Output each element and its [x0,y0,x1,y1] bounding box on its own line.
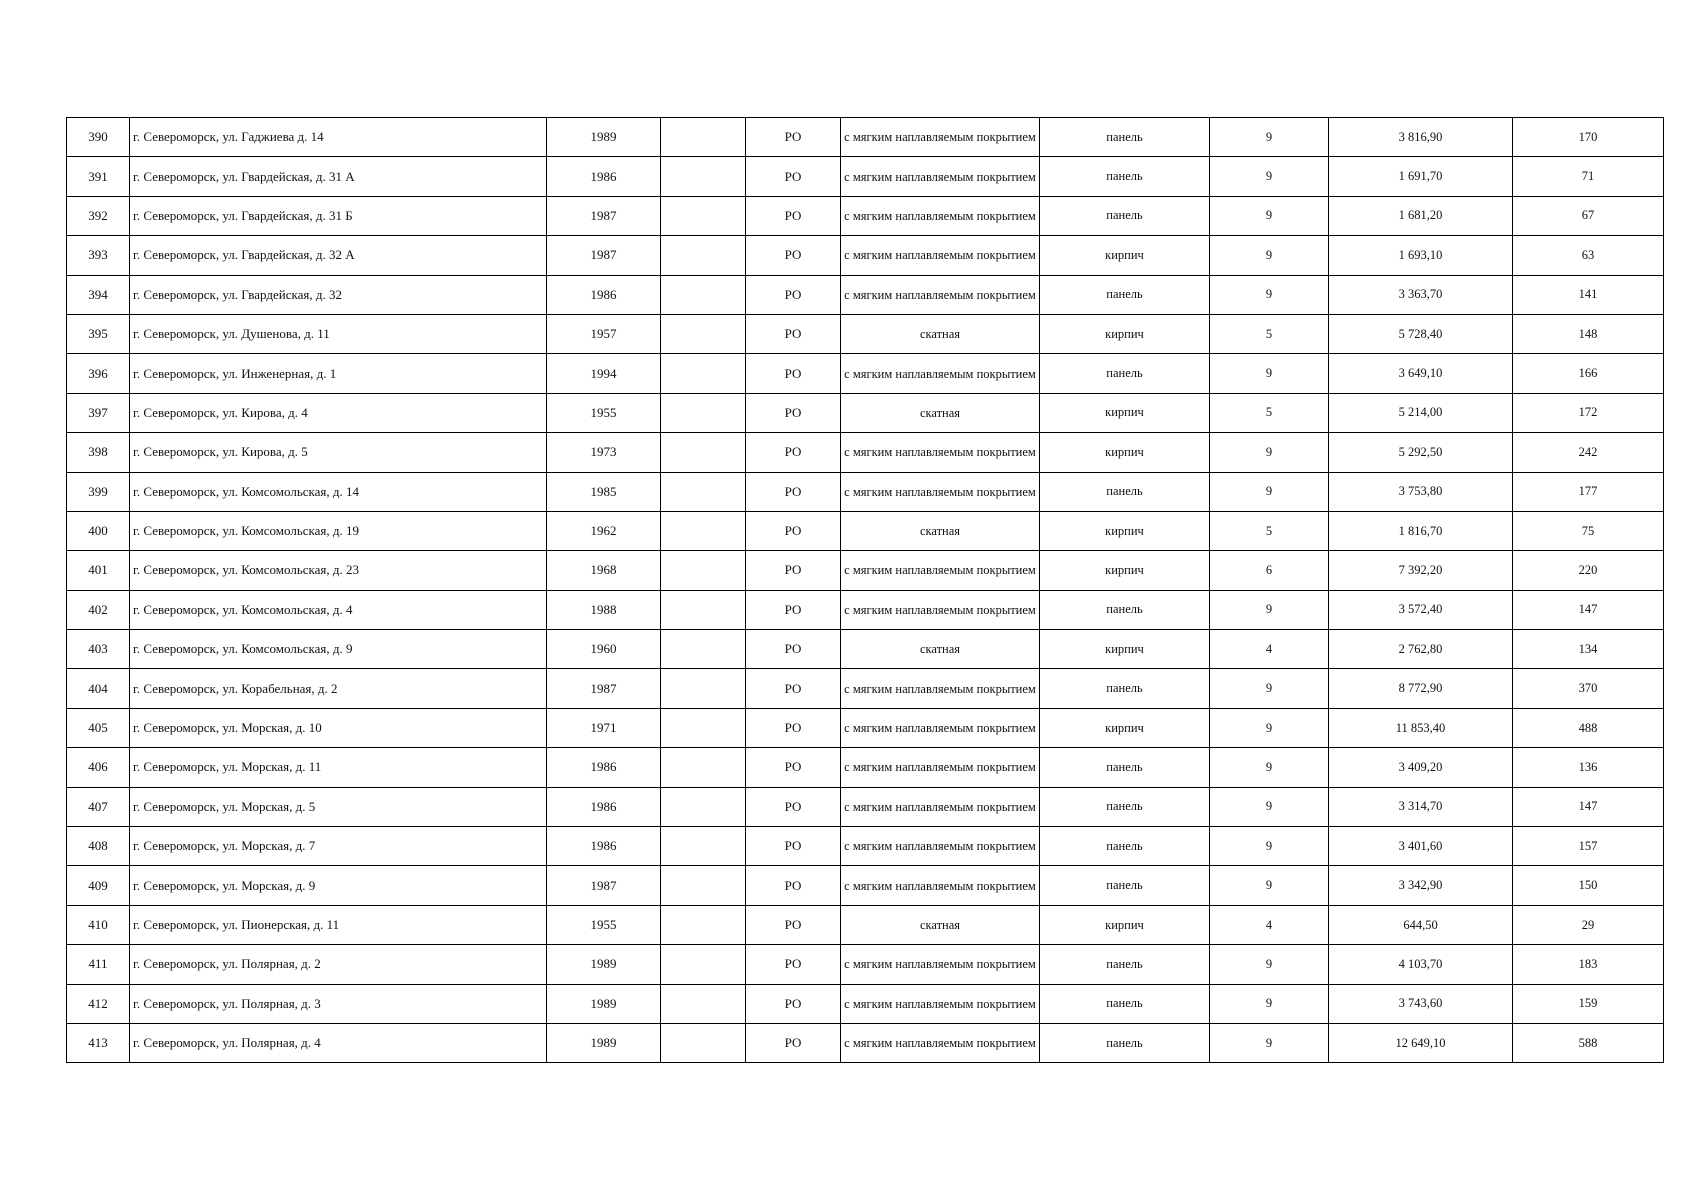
address-cell: г. Североморск, ул. Полярная, д. 4 [130,1023,547,1062]
table-row [67,393,1664,432]
wall-material-cell: панель [1040,354,1210,393]
residents-cell: 63 [1513,236,1664,275]
area-cell: 5 292,50 [1329,433,1513,472]
residents-cell: 147 [1513,787,1664,826]
floors-cell: 9 [1210,708,1329,747]
address-cell: г. Североморск, ул. Комсомольская, д. 9 [130,630,547,669]
wall-material-cell: кирпич [1040,511,1210,550]
management-type-cell: РО [746,630,841,669]
wall-material-cell: панель [1040,866,1210,905]
residents-cell: 172 [1513,393,1664,432]
roof-type-cell: с мягким наплавляемым покрытием [841,708,1040,747]
address-cell: г. Североморск, ул. Комсомольская, д. 4 [130,590,547,629]
residents-cell: 166 [1513,354,1664,393]
roof-type-cell: с мягким наплавляемым покрытием [841,945,1040,984]
wall-material-cell: панель [1040,945,1210,984]
row-number-cell: 412 [67,984,130,1023]
address-cell: г. Североморск, ул. Душенова, д. 11 [130,314,547,353]
residents-cell: 75 [1513,511,1664,550]
row-number-cell: 403 [67,630,130,669]
area-cell: 1 816,70 [1329,511,1513,550]
management-type-cell: РО [746,433,841,472]
blank-cell [661,787,746,826]
blank-cell [661,669,746,708]
address-cell: г. Североморск, ул. Полярная, д. 3 [130,984,547,1023]
area-cell: 3 649,10 [1329,354,1513,393]
management-type-cell: РО [746,157,841,196]
address-cell: г. Североморск, ул. Гаджиева д. 14 [130,118,547,157]
wall-material-cell: кирпич [1040,905,1210,944]
build-year-cell: 1987 [547,196,661,235]
build-year-cell: 1986 [547,827,661,866]
row-number-cell: 404 [67,669,130,708]
blank-cell [661,905,746,944]
table-row [67,630,1664,669]
table-row [67,787,1664,826]
management-type-cell: РО [746,708,841,747]
residents-cell: 148 [1513,314,1664,353]
residents-cell: 159 [1513,984,1664,1023]
build-year-cell: 1968 [547,551,661,590]
roof-type-cell: скатная [841,511,1040,550]
table-row [67,984,1664,1023]
wall-material-cell: панель [1040,118,1210,157]
area-cell: 11 853,40 [1329,708,1513,747]
floors-cell: 5 [1210,511,1329,550]
row-number-cell: 407 [67,787,130,826]
address-cell: г. Североморск, ул. Гвардейская, д. 31 А [130,157,547,196]
row-number-cell: 410 [67,905,130,944]
wall-material-cell: панель [1040,827,1210,866]
table-row [67,433,1664,472]
roof-type-cell: с мягким наплавляемым покрытием [841,984,1040,1023]
area-cell: 3 363,70 [1329,275,1513,314]
roof-type-cell: с мягким наплавляемым покрытием [841,787,1040,826]
residents-cell: 29 [1513,905,1664,944]
address-cell: г. Североморск, ул. Комсомольская, д. 14 [130,472,547,511]
floors-cell: 5 [1210,393,1329,432]
management-type-cell: РО [746,354,841,393]
table-row [67,472,1664,511]
address-cell: г. Североморск, ул. Кирова, д. 5 [130,433,547,472]
address-cell: г. Североморск, ул. Кирова, д. 4 [130,393,547,432]
table-row [67,118,1664,157]
build-year-cell: 1985 [547,472,661,511]
floors-cell: 9 [1210,196,1329,235]
build-year-cell: 1955 [547,905,661,944]
roof-type-cell: с мягким наплавляемым покрытием [841,196,1040,235]
address-cell: г. Североморск, ул. Морская, д. 5 [130,787,547,826]
table-row [67,196,1664,235]
row-number-cell: 399 [67,472,130,511]
floors-cell: 9 [1210,984,1329,1023]
table-row [67,945,1664,984]
blank-cell [661,275,746,314]
row-number-cell: 397 [67,393,130,432]
address-cell: г. Североморск, ул. Корабельная, д. 2 [130,669,547,708]
roof-type-cell: скатная [841,905,1040,944]
floors-cell: 9 [1210,236,1329,275]
table-row [67,748,1664,787]
residents-cell: 136 [1513,748,1664,787]
wall-material-cell: панель [1040,984,1210,1023]
address-cell: г. Североморск, ул. Инженерная, д. 1 [130,354,547,393]
wall-material-cell: кирпич [1040,314,1210,353]
address-cell: г. Североморск, ул. Гвардейская, д. 32 [130,275,547,314]
row-number-cell: 409 [67,866,130,905]
roof-type-cell: с мягким наплавляемым покрытием [841,354,1040,393]
floors-cell: 9 [1210,787,1329,826]
blank-cell [661,511,746,550]
blank-cell [661,472,746,511]
build-year-cell: 1973 [547,433,661,472]
blank-cell [661,236,746,275]
area-cell: 3 753,80 [1329,472,1513,511]
row-number-cell: 402 [67,590,130,629]
floors-cell: 9 [1210,590,1329,629]
residents-cell: 177 [1513,472,1664,511]
build-year-cell: 1960 [547,630,661,669]
roof-type-cell: с мягким наплавляемым покрытием [841,275,1040,314]
management-type-cell: РО [746,984,841,1023]
floors-cell: 9 [1210,354,1329,393]
blank-cell [661,590,746,629]
address-cell: г. Североморск, ул. Морская, д. 9 [130,866,547,905]
residents-cell: 150 [1513,866,1664,905]
table-body [67,118,1664,1063]
roof-type-cell: с мягким наплавляемым покрытием [841,590,1040,629]
row-number-cell: 392 [67,196,130,235]
area-cell: 7 392,20 [1329,551,1513,590]
wall-material-cell: кирпич [1040,551,1210,590]
table-row [67,551,1664,590]
blank-cell [661,393,746,432]
address-cell: г. Североморск, ул. Морская, д. 11 [130,748,547,787]
table-row [67,708,1664,747]
floors-cell: 9 [1210,827,1329,866]
area-cell: 5 728,40 [1329,314,1513,353]
address-cell: г. Североморск, ул. Гвардейская, д. 31 Б [130,196,547,235]
area-cell: 3 816,90 [1329,118,1513,157]
blank-cell [661,708,746,747]
wall-material-cell: панель [1040,590,1210,629]
roof-type-cell: скатная [841,393,1040,432]
address-cell: г. Североморск, ул. Гвардейская, д. 32 А [130,236,547,275]
management-type-cell: РО [746,748,841,787]
roof-type-cell: с мягким наплавляемым покрытием [841,827,1040,866]
wall-material-cell: панель [1040,1023,1210,1062]
wall-material-cell: кирпич [1040,236,1210,275]
blank-cell [661,118,746,157]
wall-material-cell: кирпич [1040,433,1210,472]
area-cell: 3 314,70 [1329,787,1513,826]
area-cell: 1 693,10 [1329,236,1513,275]
management-type-cell: РО [746,827,841,866]
table-row [67,275,1664,314]
residents-cell: 242 [1513,433,1664,472]
residents-cell: 67 [1513,196,1664,235]
build-year-cell: 1986 [547,275,661,314]
area-cell: 644,50 [1329,905,1513,944]
management-type-cell: РО [746,275,841,314]
area-cell: 12 649,10 [1329,1023,1513,1062]
floors-cell: 9 [1210,748,1329,787]
area-cell: 2 762,80 [1329,630,1513,669]
roof-type-cell: скатная [841,630,1040,669]
table-row [67,905,1664,944]
roof-type-cell: с мягким наплавляемым покрытием [841,866,1040,905]
wall-material-cell: панель [1040,669,1210,708]
blank-cell [661,354,746,393]
floors-cell: 9 [1210,118,1329,157]
residents-cell: 71 [1513,157,1664,196]
area-cell: 3 572,40 [1329,590,1513,629]
roof-type-cell: с мягким наплавляемым покрытием [841,748,1040,787]
table-row [67,827,1664,866]
address-cell: г. Североморск, ул. Пионерская, д. 11 [130,905,547,944]
row-number-cell: 390 [67,118,130,157]
residents-cell: 157 [1513,827,1664,866]
row-number-cell: 395 [67,314,130,353]
roof-type-cell: с мягким наплавляемым покрытием [841,472,1040,511]
floors-cell: 4 [1210,905,1329,944]
table-row [67,866,1664,905]
management-type-cell: РО [746,314,841,353]
build-year-cell: 1986 [547,748,661,787]
blank-cell [661,1023,746,1062]
address-cell: г. Североморск, ул. Комсомольская, д. 23 [130,551,547,590]
table-row [67,590,1664,629]
area-cell: 3 401,60 [1329,827,1513,866]
table-row [67,1023,1664,1062]
row-number-cell: 400 [67,511,130,550]
blank-cell [661,551,746,590]
table-row [67,669,1664,708]
residents-cell: 488 [1513,708,1664,747]
floors-cell: 9 [1210,866,1329,905]
build-year-cell: 1986 [547,787,661,826]
blank-cell [661,748,746,787]
residents-cell: 220 [1513,551,1664,590]
management-type-cell: РО [746,196,841,235]
residents-cell: 147 [1513,590,1664,629]
row-number-cell: 408 [67,827,130,866]
roof-type-cell: с мягким наплавляемым покрытием [841,118,1040,157]
residents-cell: 141 [1513,275,1664,314]
row-number-cell: 405 [67,708,130,747]
blank-cell [661,196,746,235]
wall-material-cell: панель [1040,748,1210,787]
area-cell: 3 342,90 [1329,866,1513,905]
management-type-cell: РО [746,590,841,629]
wall-material-cell: панель [1040,787,1210,826]
residents-cell: 370 [1513,669,1664,708]
build-year-cell: 1955 [547,393,661,432]
roof-type-cell: с мягким наплавляемым покрытием [841,157,1040,196]
blank-cell [661,866,746,905]
management-type-cell: РО [746,945,841,984]
management-type-cell: РО [746,866,841,905]
row-number-cell: 393 [67,236,130,275]
floors-cell: 9 [1210,157,1329,196]
row-number-cell: 394 [67,275,130,314]
build-year-cell: 1989 [547,118,661,157]
management-type-cell: РО [746,236,841,275]
floors-cell: 9 [1210,433,1329,472]
address-cell: г. Североморск, ул. Морская, д. 10 [130,708,547,747]
wall-material-cell: кирпич [1040,630,1210,669]
wall-material-cell: кирпич [1040,393,1210,432]
blank-cell [661,984,746,1023]
build-year-cell: 1957 [547,314,661,353]
floors-cell: 4 [1210,630,1329,669]
residents-cell: 134 [1513,630,1664,669]
floors-cell: 9 [1210,945,1329,984]
build-year-cell: 1971 [547,708,661,747]
residents-cell: 588 [1513,1023,1664,1062]
area-cell: 3 743,60 [1329,984,1513,1023]
floors-cell: 5 [1210,314,1329,353]
build-year-cell: 1988 [547,590,661,629]
table-row [67,157,1664,196]
roof-type-cell: с мягким наплавляемым покрытием [841,433,1040,472]
blank-cell [661,945,746,984]
residents-cell: 170 [1513,118,1664,157]
management-type-cell: РО [746,511,841,550]
row-number-cell: 391 [67,157,130,196]
row-number-cell: 406 [67,748,130,787]
wall-material-cell: панель [1040,196,1210,235]
table-row [67,236,1664,275]
build-year-cell: 1986 [547,157,661,196]
build-year-cell: 1989 [547,945,661,984]
build-year-cell: 1962 [547,511,661,550]
table-row [67,314,1664,353]
row-number-cell: 398 [67,433,130,472]
wall-material-cell: панель [1040,472,1210,511]
floors-cell: 9 [1210,275,1329,314]
area-cell: 5 214,00 [1329,393,1513,432]
blank-cell [661,314,746,353]
floors-cell: 9 [1210,669,1329,708]
blank-cell [661,433,746,472]
roof-type-cell: скатная [841,314,1040,353]
address-cell: г. Североморск, ул. Полярная, д. 2 [130,945,547,984]
build-year-cell: 1989 [547,984,661,1023]
table-row [67,511,1664,550]
row-number-cell: 396 [67,354,130,393]
address-cell: г. Североморск, ул. Комсомольская, д. 19 [130,511,547,550]
floors-cell: 9 [1210,1023,1329,1062]
row-number-cell: 411 [67,945,130,984]
area-cell: 4 103,70 [1329,945,1513,984]
wall-material-cell: панель [1040,157,1210,196]
address-cell: г. Североморск, ул. Морская, д. 7 [130,827,547,866]
area-cell: 1 691,70 [1329,157,1513,196]
blank-cell [661,827,746,866]
floors-cell: 6 [1210,551,1329,590]
blank-cell [661,630,746,669]
area-cell: 1 681,20 [1329,196,1513,235]
area-cell: 8 772,90 [1329,669,1513,708]
build-year-cell: 1987 [547,866,661,905]
table-row [67,354,1664,393]
management-type-cell: РО [746,551,841,590]
management-type-cell: РО [746,905,841,944]
wall-material-cell: панель [1040,275,1210,314]
management-type-cell: РО [746,1023,841,1062]
management-type-cell: РО [746,472,841,511]
build-year-cell: 1987 [547,669,661,708]
residents-cell: 183 [1513,945,1664,984]
build-year-cell: 1989 [547,1023,661,1062]
row-number-cell: 413 [67,1023,130,1062]
roof-type-cell: с мягким наплавляемым покрытием [841,1023,1040,1062]
roof-type-cell: с мягким наплавляемым покрытием [841,551,1040,590]
wall-material-cell: кирпич [1040,708,1210,747]
area-cell: 3 409,20 [1329,748,1513,787]
floors-cell: 9 [1210,472,1329,511]
roof-type-cell: с мягким наплавляемым покрытием [841,236,1040,275]
blank-cell [661,157,746,196]
row-number-cell: 401 [67,551,130,590]
housing-registry-table [66,117,1664,1063]
management-type-cell: РО [746,669,841,708]
management-type-cell: РО [746,787,841,826]
management-type-cell: РО [746,393,841,432]
roof-type-cell: с мягким наплавляемым покрытием [841,669,1040,708]
build-year-cell: 1987 [547,236,661,275]
build-year-cell: 1994 [547,354,661,393]
management-type-cell: РО [746,118,841,157]
